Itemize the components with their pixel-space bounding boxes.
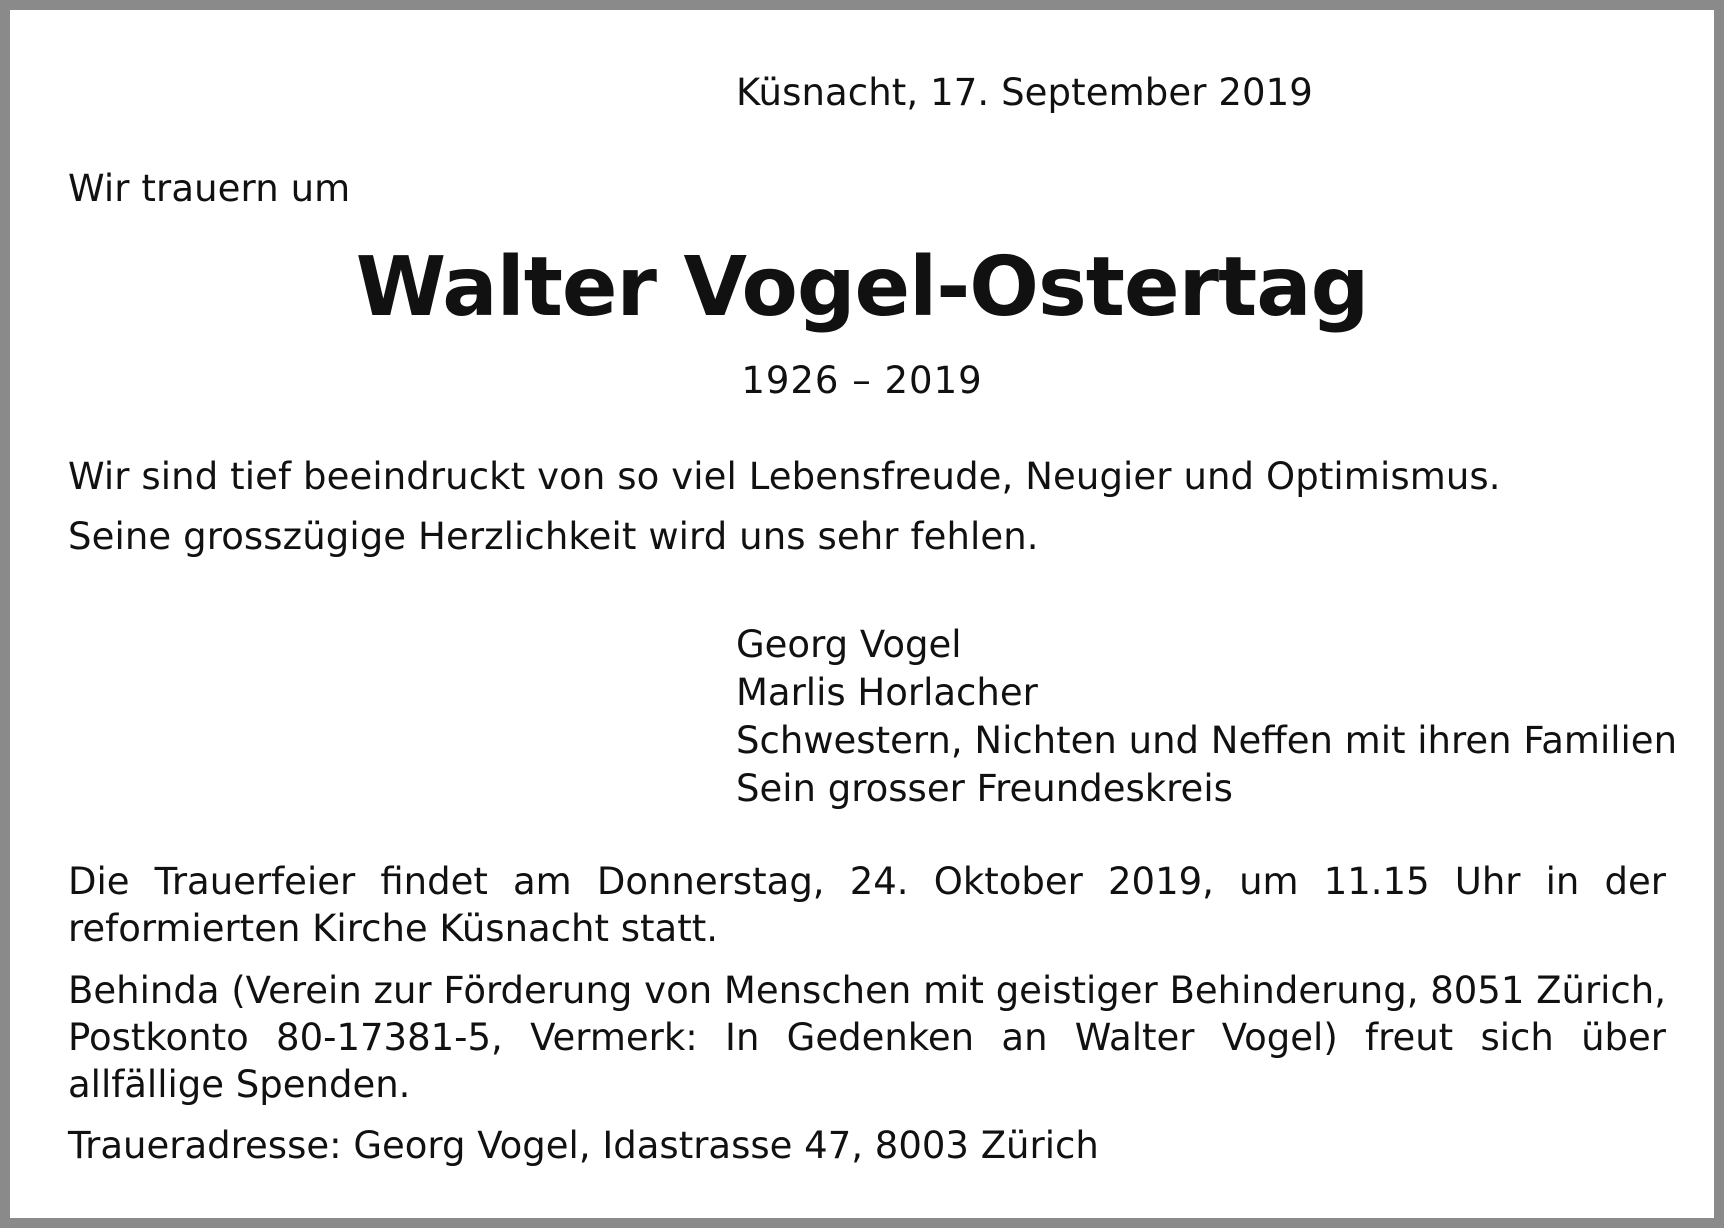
intro-text: Wir trauern um	[68, 167, 351, 210]
life-years: 1926 – 2019	[741, 359, 983, 402]
deceased-name: Walter Vogel-Ostertag	[355, 240, 1369, 335]
mourner-marlis-horlacher: Marlis Horlacher	[736, 671, 1038, 714]
donation-information: Behinda (Verein zur Förderung von Menschen mit geistiger Behinderung, 8051 Zürich, Postkonto 80-17381-5, Vermerk: In Gedenken an Walter Vogel) freut sich über allfällige Spenden.	[68, 969, 1666, 1106]
mourner-georg-vogel: Georg Vogel	[736, 623, 962, 666]
tribute-line-2: Seine grosszügige Herzlichkeit wird uns sehr fehlen.	[68, 515, 1039, 558]
tribute-line-1: Wir sind tief beeindruckt von so viel Lebensfreude, Neugier und Optimismus.	[68, 455, 1501, 498]
ceremony-information: Die Trauerfeier findet am Donnerstag, 24. Oktober 2019, um 11.15 Uhr in der reformierten Kirche Küsnacht statt.	[68, 860, 1666, 950]
mourners-list	[736, 621, 1677, 813]
mourning-address: Traueradresse: Georg Vogel, Idastrasse 47, 8003 Zürich	[68, 1124, 1099, 1167]
date-line: Küsnacht, 17. September 2019	[736, 71, 1313, 114]
mourner-friends: Sein grosser Freundeskreis	[736, 767, 1233, 810]
mourner-family: Schwestern, Nichten und Neffen mit ihren Familien	[736, 719, 1678, 762]
